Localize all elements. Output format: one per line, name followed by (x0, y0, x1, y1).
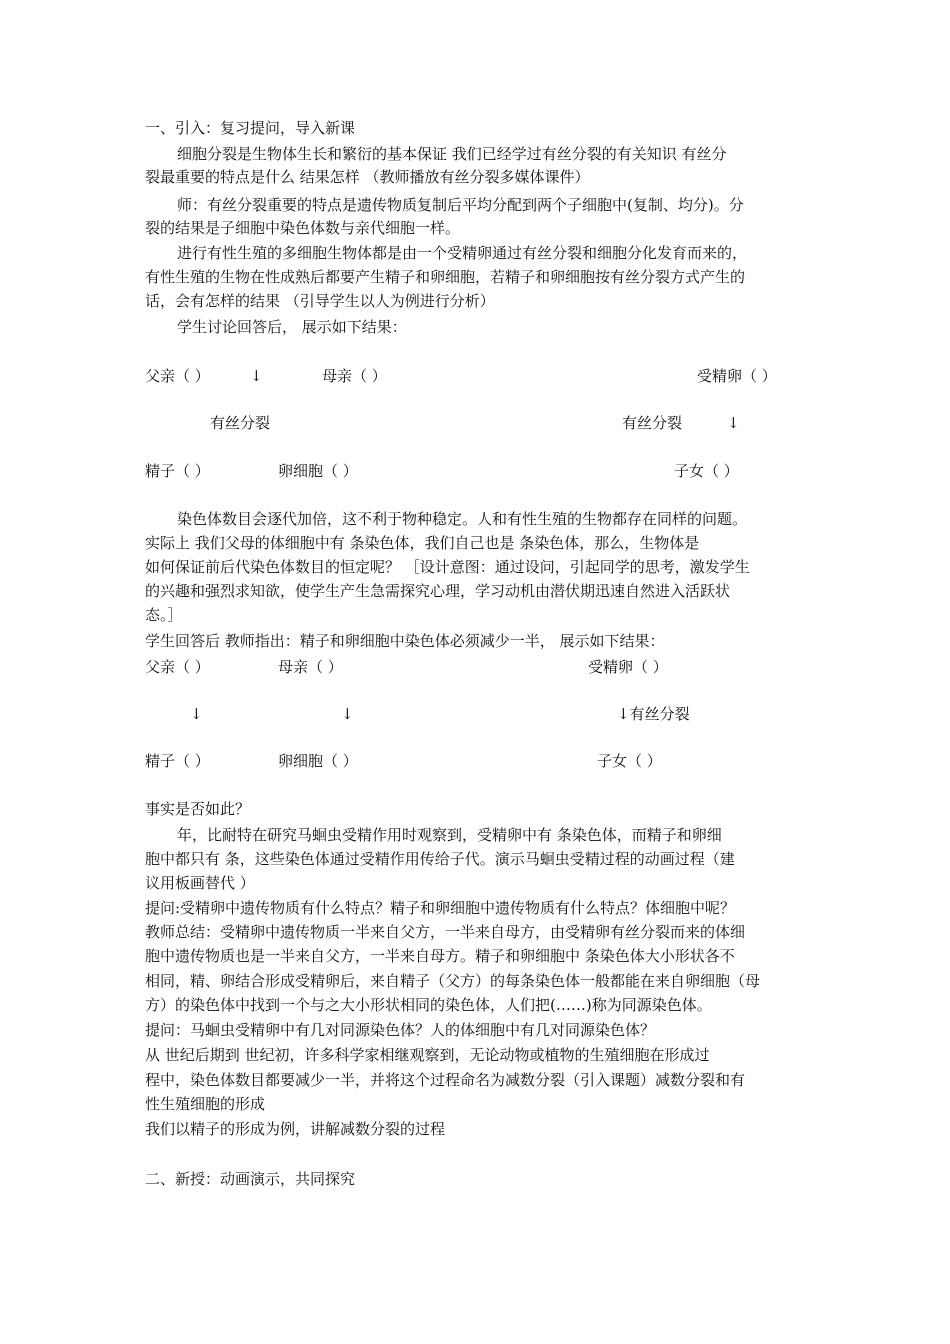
label-egg: 卵细胞（ ） (278, 462, 358, 480)
paragraph-line: 年，比耐特在研究马蛔虫受精作用时观察到，受精卵中有 条染色体，而精子和卵细 (177, 826, 722, 844)
label-sperm: 精子（ ） (145, 752, 210, 770)
paragraph-line: 议用板画替代 ） (145, 874, 255, 892)
paragraph-line: 学生讨论回答后， 展示如下结果： (177, 318, 407, 336)
arrow-down-icon: ↓ (341, 705, 354, 723)
label-mitosis-left: 有丝分裂 (210, 414, 271, 432)
paragraph-line: 有性生殖的生物在性成熟后都要产生精子和卵细胞，若精子和卵细胞按有丝分裂方式产生的 (145, 268, 746, 286)
paragraph-line: 提问:受精卵中遗传物质有什么特点？精子和卵细胞中遗传物质有什么特点？体细胞中呢？ (145, 899, 736, 917)
label-child: 子女（ ） (674, 462, 739, 480)
paragraph-line: 裂的结果是子细胞中染色体数与亲代细胞一样。 (145, 219, 461, 237)
paragraph-line: 师：有丝分裂重要的特点是遗传物质复制后平均分配到两个子细胞中(复制、均分)。分 (177, 196, 744, 214)
label-father: 父亲（ ） (145, 367, 210, 385)
label-sperm: 精子（ ） (145, 462, 210, 480)
paragraph-line: 教师总结：受精卵中遗传物质一半来自父方，一半来自母方，由受精卵有丝分裂而来的体细 (145, 923, 746, 941)
paragraph-line: 提问：马蛔虫受精卵中有几对同源染色体？人的体细胞中有几对同源染色体？ (145, 1021, 656, 1039)
paragraph-line: 细胞分裂是生物体生长和繁衍的基本保证 我们已经学过有丝分裂的有关知识 有丝分 (177, 145, 727, 163)
label-zygote: 受精卵（ ） (588, 658, 668, 676)
paragraph-line: 实际上 我们父母的体细胞中有 条染色体，我们自己也是 条染色体，那么，生物体是 (145, 534, 700, 552)
paragraph-line: 的兴趣和强烈求知欲，使学生产生急需探究心理，学习动机由潜伏期迅速自然进入活跃状 (145, 582, 731, 600)
label-father: 父亲（ ） (145, 658, 210, 676)
label-zygote: 受精卵（ ） (697, 367, 777, 385)
label-egg: 卵细胞（ ） (278, 752, 358, 770)
label-mother: 母亲（ ） (278, 658, 343, 676)
label-mitosis-right: 有丝分裂 (622, 414, 683, 432)
paragraph-line: 从 世纪后期到 世纪初，许多科学家相继观察到，无论动物或植物的生殖细胞在形成过 (145, 1046, 710, 1064)
paragraph-line: 相同，精、卵结合形成受精卵后，来自精子（父方）的每条染色体一般都能在来自卵细胞（母 (145, 972, 761, 990)
paragraph-line: 进行有性生殖的多细胞生物体都是由一个受精卵通过有丝分裂和细胞分化发育而来的， (177, 244, 748, 262)
section-heading-new: 二、新授：动画演示，共同探究 (145, 1170, 356, 1188)
arrow-down-icon: ↓ (250, 367, 263, 385)
paragraph-line: 裂最重要的特点是什么 结果怎样 （教师播放有丝分裂多媒体课件） (145, 168, 590, 186)
arrow-down-icon: ↓ (727, 414, 740, 432)
paragraph-line: 程中，染色体数目都要减少一半，并将这个过程命名为减数分裂（引入课题）减数分裂和有 (145, 1071, 746, 1089)
section-heading-intro: 一、引入：复习提问，导入新课 (145, 119, 356, 137)
label-mother: 母亲（ ） (322, 367, 387, 385)
paragraph-line: 事实是否如此？ (145, 800, 251, 818)
paragraph-line: 学生回答后 教师指出：精子和卵细胞中染色体必须减少一半， 展示如下结果： (145, 632, 665, 650)
arrow-down-icon: ↓ (190, 705, 203, 723)
label-mitosis: ↓有丝分裂 (617, 705, 690, 723)
paragraph-line: 态。］ (145, 606, 183, 624)
paragraph-line: 方）的染色体中找到一个与之大小形状相同的染色体，人们把(……)称为同源染色体。 (145, 996, 712, 1014)
paragraph-line: 性生殖细胞的形成 (145, 1095, 266, 1113)
label-child: 子女（ ） (597, 752, 662, 770)
paragraph-line: 我们以精子的形成为例，讲解减数分裂的过程 (145, 1120, 446, 1138)
paragraph-line: 话，会有怎样的结果 （引导学生以人为例进行分析） (145, 292, 495, 310)
paragraph-line: 染色体数目会逐代加倍，这不利于物种稳定。人和有性生殖的生物都存在同样的问题。 (177, 510, 748, 528)
paragraph-line: 如何保证前后代染色体数目的恒定呢？ ［设计意图：通过设问，引起同学的思考，激发学生 (145, 558, 750, 576)
paragraph-line: 胞中遗传物质也是一半来自父方，一半来自母方。精子和卵细胞中 条染色体大小形状各不 (145, 947, 735, 965)
paragraph-line: 胞中都只有 条，这些染色体通过受精作用传给子代。演示马蛔虫受精过程的动画过程（建 (145, 850, 735, 868)
